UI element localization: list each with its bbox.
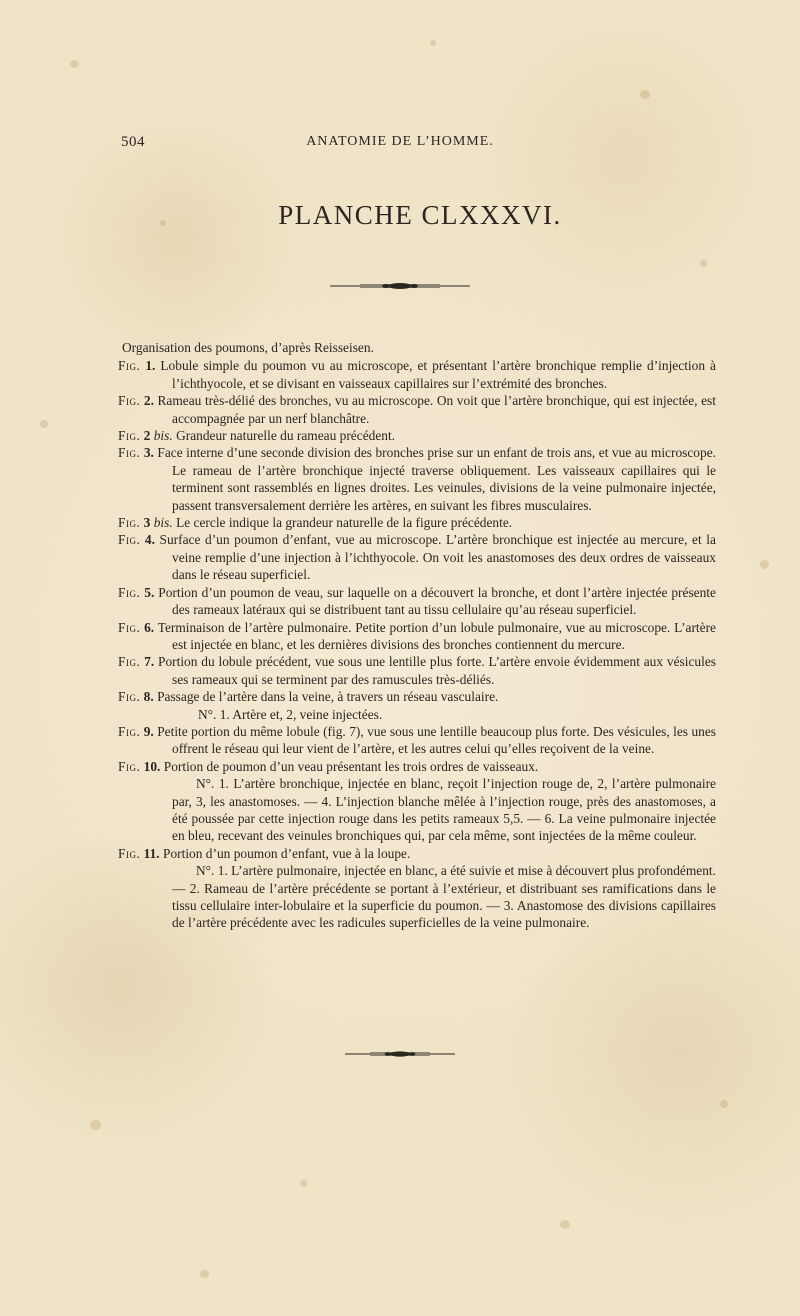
fig-11-sub-note: N°. 1. L’artère pulmonaire, injectée en blanc, a été suivie et mise à découvert plus profondément. — 2. Rameau de l’artère précédente se portant à l’extérieur, et distribuant ses ramifications dans le tissu cellulaire inter-lobulaire et la superficie du poumon. — 3. Anastomose des divisions capillaires de l’artère précédente avec les radicules superficielles de la veine pulmonaire.: [172, 863, 716, 931]
fig-label: Fig.: [118, 723, 141, 739]
fig-label: Fig.: [118, 428, 141, 444]
plate-title: PLANCHE CLXXXVI.: [278, 200, 562, 230]
fig-label: Fig.: [118, 689, 141, 705]
fig-text: Terminaison de l’artère pulmonaire. Petite portion d’un lobule pulmonaire, vue au microscope. L’artère est injectée en blanc, et les dernières divisions des bronches contiennent du mercure.: [157, 619, 716, 652]
fig-label: Fig.: [118, 619, 141, 635]
figure-entry-2-bis: [118, 427, 716, 444]
fig-text: Portion d’un poumon de veau, sur laquelle on a découvert la bronche, et dont l’artère injectée présente des rameaux latéraux qui se distribuent tant au tissu cellulaire qu’au réseau superficiel.: [158, 584, 716, 618]
fig-number: 3.: [143, 445, 154, 461]
figure-entry-2: [118, 392, 716, 427]
fig-label: Fig.: [118, 532, 141, 548]
figure-entry-3: [118, 444, 716, 514]
fig-label: Fig.: [118, 654, 141, 670]
fig-text: Le cercle indique la grandeur naturelle de la figure précédente.: [176, 515, 513, 531]
figure-entry-6: [118, 619, 716, 654]
stain: [200, 1270, 209, 1278]
figure-entry-7: [118, 653, 716, 688]
figure-entry-8: [118, 688, 716, 705]
stain: [70, 60, 79, 68]
stain: [640, 90, 650, 99]
fig-number: 9.: [143, 723, 154, 739]
fig-number: 6.: [144, 619, 155, 635]
fig-text: Face interne d’une seconde division des bronches prise sur un enfant de trois ans, et vue au microscope. Le rameau de l’artère bronchique injecté traverse obliquement. Les vaisseaux capillaires qui le terminent sont rassemblés en lignes droites. Les veinules, divisions de la veine pulmonaire injectée, passent transversalement derrière les artères, en suivant les fibres musculaires.: [157, 445, 716, 513]
running-title: ANATOMIE DE L’HOMME.: [306, 134, 494, 149]
fig-number: 8.: [143, 689, 154, 705]
fig-number: 2.: [143, 393, 154, 409]
figure-entry-9: [118, 723, 716, 758]
ornament-rule-bottom: [345, 1049, 455, 1059]
fig-text: Petite portion du même lobule (fig. 7), vue sous une lentille beaucoup plus forte. Des vésicules, les unes offrent le réseau qui leur vient de l’artère, et les autres celui qu’elles reçoivent de la veine.: [157, 723, 716, 757]
fig-label: Fig.: [118, 758, 141, 774]
fig-number: 2: [143, 428, 151, 444]
fig-number: 4.: [144, 532, 155, 548]
fig-text: Passage de l’artère dans la veine, à travers un réseau vasculaire.: [157, 689, 499, 705]
figure-entry-4: [118, 531, 716, 583]
fig-number: 11.: [143, 845, 160, 861]
fig-text: Rameau très-délié des bronches, vu au microscope. On voit que l’artère bronchique, qui est injectée, est accompagnée par un nerf blanchâtre.: [157, 393, 716, 426]
stain: [90, 1120, 101, 1130]
fig-number: 3: [143, 515, 151, 531]
stain: [700, 260, 707, 267]
fig-10-sub-note: N°. 1. L’artère bronchique, injectée en blanc, reçoit l’injection rouge de, 2, l’artère pulmonaire par, 3, les anastomoses. — 4. L’injection blanche mêlée à l’injection rouge, près des anastomoses, a été poussée par cette injection rouge dans les petits rameaux 5,5. — 6. La veine pulmonaire injectée en bleu, recevant des veinules bronchiques qui, par cela même, sont injectées de la même couleur.: [172, 776, 716, 844]
stain: [720, 1100, 728, 1108]
fig-number: 7.: [144, 654, 155, 670]
fig-label: Fig.: [118, 845, 141, 861]
fig-text: Surface d’un poumon d’enfant, vue au microscope. L’artère bronchique est injectée au mercure, et la veine remplie d’une injection à l’ichthyocole. On voit les anastomoses des deux ordres de vaisseaux dans le réseau superficiel.: [159, 532, 716, 583]
fig-text: Portion du lobule précédent, vue sous une lentille plus forte. L’artère envoie évidemment aux vésicules ses rameaux qui se terminent par des ramuscules très-déliés.: [158, 654, 716, 687]
running-head: [0, 134, 800, 154]
fig-number: 1.: [145, 358, 156, 374]
intro-line: Organisation des poumons, d’après Reisseisen.: [122, 340, 374, 355]
figure-entry-10: [118, 758, 716, 775]
ornament-rule-top: [330, 281, 470, 291]
fig-label: Fig.: [118, 393, 141, 409]
figure-entry-11: [118, 845, 716, 862]
fig-8-sub-note: N°. 1. Artère et, 2, veine injectées.: [198, 706, 383, 722]
fig-number: 5.: [144, 584, 155, 600]
fig-number: 10.: [143, 758, 161, 774]
page-number: 504: [121, 134, 145, 150]
fig-text: Portion de poumon d’un veau présentant les trois ordres de vaisseaux.: [163, 758, 539, 774]
fig-text: Grandeur naturelle du rameau précédent.: [176, 428, 396, 444]
figure-entry-1: [118, 357, 716, 392]
stain: [560, 1220, 570, 1229]
fig-text: Portion d’un poumon d’enfant, vue à la loupe.: [163, 845, 411, 861]
stain: [300, 1180, 307, 1187]
figure-entry-3-bis: [118, 514, 716, 531]
stain: [760, 560, 769, 569]
fig-bis: bis.: [153, 515, 173, 531]
fig-label: Fig.: [118, 445, 141, 461]
plate-description: [118, 339, 716, 932]
figure-entry-5: [118, 584, 716, 619]
fig-label: Fig.: [118, 515, 141, 531]
fig-label: Fig.: [118, 358, 141, 374]
stain: [40, 420, 48, 428]
fig-label: Fig.: [118, 584, 141, 600]
stain: [430, 40, 436, 46]
fig-text: Lobule simple du poumon vu au microscope, et présentant l’artère bronchique remplie d’injection à l’ichthyocole, et se divisant en vaisseaux capillaires sur l’extrémité des bronches.: [160, 358, 716, 391]
fig-bis: bis.: [153, 428, 173, 444]
